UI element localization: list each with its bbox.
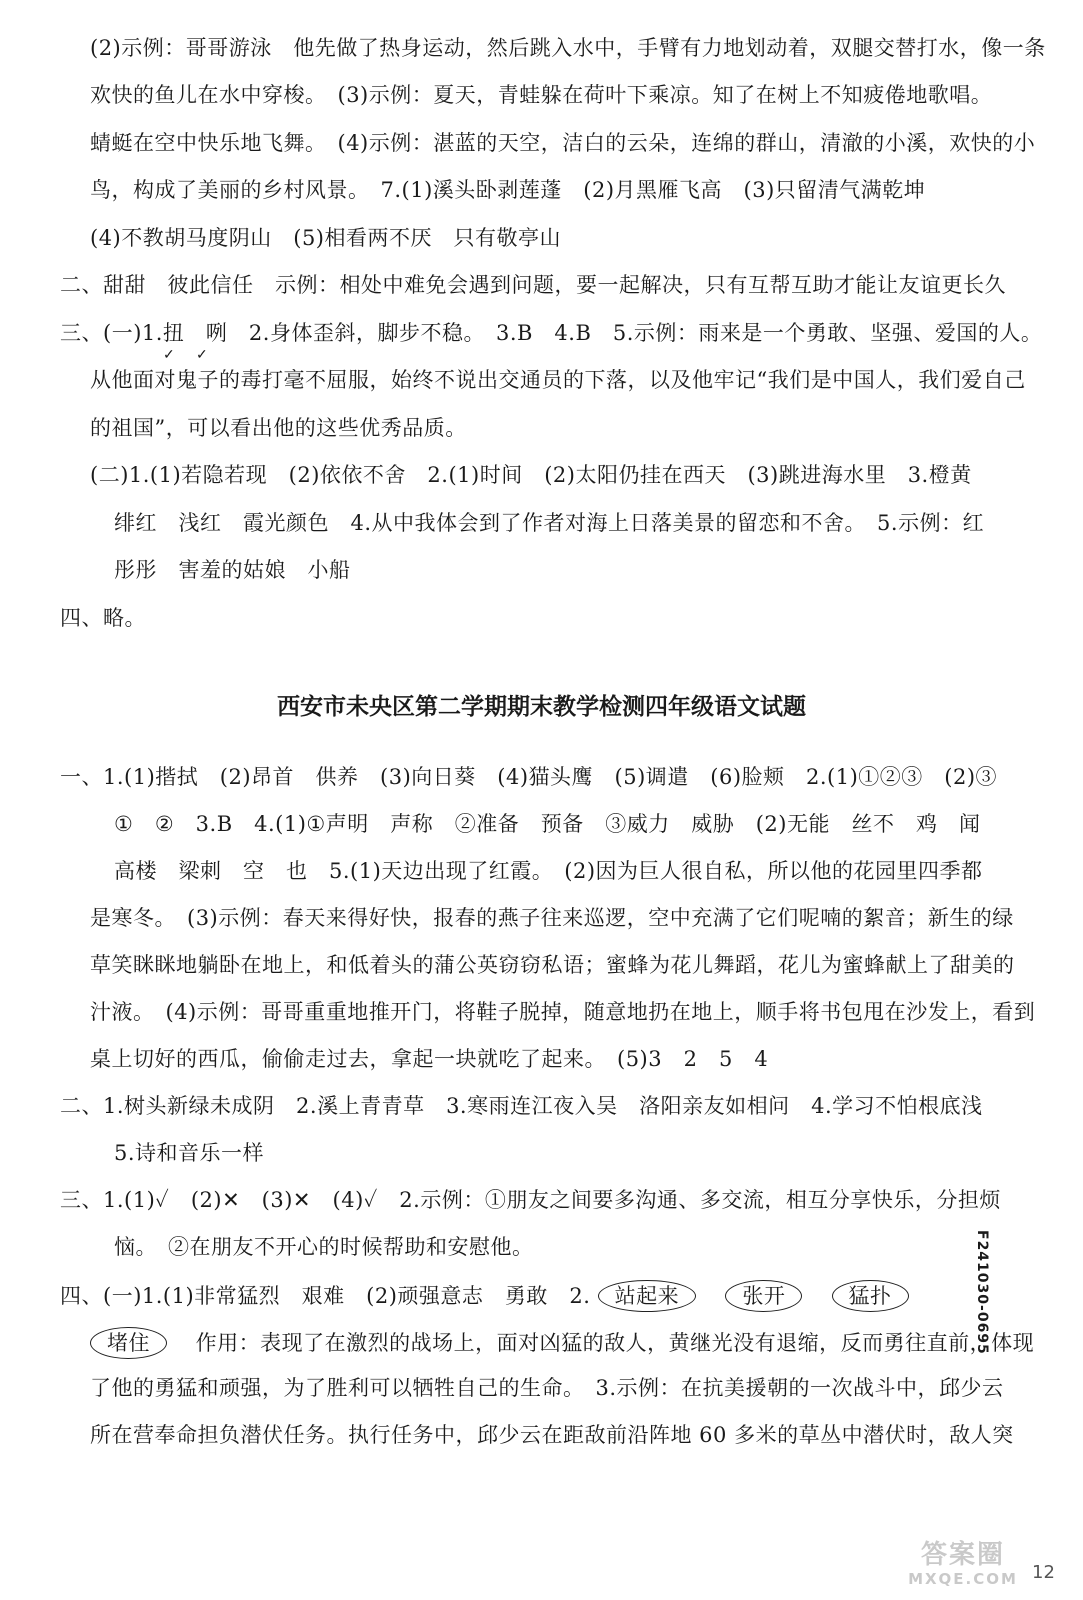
check-mark-icon: ✓ xyxy=(196,347,208,363)
section-title: 西安市未央区第二学期期末教学检测四年级语文试题 xyxy=(277,694,806,720)
page-number: 12 xyxy=(1032,1562,1055,1583)
text-line: 二、1.树头新绿未成阴 2.溪上青青草 3.寒雨连江夜入吴 洛阳亲友如相问 4.学习不怕根底浅 xyxy=(60,1094,983,1118)
text-line: (4)不教胡马度阴山 (5)相看两不厌 只有敬亭山 xyxy=(90,226,561,250)
circled-word: 猛扑 xyxy=(832,1280,909,1312)
text-line: 绯红 浅红 霞光颜色 4.从中我体会到了作者对海上日落美景的留恋和不舍。 5.示例：红 xyxy=(114,511,985,535)
text-line-circled xyxy=(60,1280,909,1312)
text-line: 鸟，构成了美丽的乡村风景。 7.(1)溪头卧剥莲蓬 (2)月黑雁飞高 (3)只留清气满乾坤 xyxy=(90,178,926,202)
text-line: 欢快的鱼儿在水中穿梭。 (3)示例：夏天，青蛙躲在荷叶下乘凉。知了在树上不知疲倦地歌唱。 xyxy=(90,83,993,107)
text-line-circled xyxy=(90,1327,1034,1359)
text-line: 蜻蜓在空中快乐地飞舞。 (4)示例：湛蓝的天空，洁白的云朵，连绵的群山，清澈的小溪，欢快的小 xyxy=(90,131,1036,155)
text-line: 彤彤 害羞的姑娘 小船 xyxy=(114,558,351,582)
circled-word: 堵住 xyxy=(90,1327,167,1359)
text-line: 草笑眯眯地躺卧在地上，和低着头的蒲公英窃窃私语；蜜蜂为花儿舞蹈，花儿为蜜蜂献上了甜美的 xyxy=(90,953,1015,977)
text-line: 的祖国”，可以看出他的这些优秀品质。 xyxy=(90,416,467,440)
watermark-cn: 答案圈 xyxy=(920,1540,1005,1570)
text-line: 三、(一)1.扭 咧 2.身体歪斜，脚步不稳。 3.B 4.B 5.示例：雨来是一个勇敢、坚强、爱国的人。 xyxy=(60,321,1043,345)
text-line: 高楼 梁刺 空 也 5.(1)天边出现了红霞。 (2)因为巨人很自私，所以他的花园里四季都 xyxy=(114,859,983,883)
text-line: (2)示例：哥哥游泳 他先做了热身运动，然后跳入水中，手臂有力地划动着，双腿交替打水，像一条 xyxy=(90,36,1046,60)
circled-word: 张开 xyxy=(725,1280,802,1312)
text-line: ① ② 3.B 4.(1)①声明 声称 ②准备 预备 ③威力 威胁 (2)无能 丝不 鸡 闻 xyxy=(114,812,981,836)
text-line: 了他的勇猛和顽强，为了胜利可以牺牲自己的生命。 3.示例：在抗美援朝的一次战斗中，邱少云 xyxy=(90,1376,1004,1400)
text-line: 一、1.(1)揩拭 (2)昂首 供养 (3)向日葵 (4)猫头鹰 (5)调遣 (6)脸颊 2.(1)①②③ (2)③ xyxy=(60,765,998,789)
watermark-logo xyxy=(888,1540,1038,1588)
text-line: 从他面对鬼子的毒打毫不屈服，始终不说出交通员的下落，以及他牢记“我们是中国人，我们爱自己 xyxy=(90,368,1026,392)
circled-line-suffix: 作用：表现了在激烈的战场上，面对凶猛的敌人，黄继光没有退缩，反而勇往直前，体现 xyxy=(174,1331,1035,1355)
text-line: 三、1.(1)✓ (2)✕ (3)✕ (4)✓ 2.示例：①朋友之间要多沟通、多交流，相互分享快乐，分担烦 xyxy=(60,1188,1001,1212)
text-line: 恼。 ②在朋友不开心的时候帮助和安慰他。 xyxy=(114,1235,534,1259)
text-line: 二、甜甜 彼此信任 示例：相处中难免会遇到问题，要一起解决，只有互帮互助才能让友谊更长久 xyxy=(60,273,1006,297)
text-line: 汁液。 (4)示例：哥哥重重地推开门，将鞋子脱掉，随意地扔在地上，顺手将书包甩在沙发上，看到 xyxy=(90,1000,1036,1024)
watermark-url: MXQE.COM xyxy=(908,1570,1018,1588)
text-line: 5.诗和音乐一样 xyxy=(114,1141,265,1165)
text-line: 四、略。 xyxy=(60,606,146,630)
circled-word: 站起来 xyxy=(598,1280,697,1312)
text-line: 所在营奉命担负潜伏任务。执行任务中，邱少云在距敌前沿阵地 60 多米的草丛中潜伏时，敌人突 xyxy=(90,1423,1014,1447)
text-line: (二)1.(1)若隐若现 (2)依依不舍 2.(1)时间 (2)太阳仍挂在西天 (3)跳进海水里 3.橙黄 xyxy=(90,463,972,487)
side-code: F241030-0695 xyxy=(974,1230,990,1355)
check-mark-icon: ✓ xyxy=(163,347,175,363)
text-line: 是寒冬。 (3)示例：春天来得好快，报春的燕子往来巡逻，空中充满了它们呢喃的絮音；新生的绿 xyxy=(90,906,1014,930)
text-line: 桌上切好的西瓜，偷偷走过去，拿起一块就吃了起来。 (5)3 2 5 4 xyxy=(90,1047,769,1071)
circled-line-prefix: 四、(一)1.(1)非常猛烈 艰难 (2)顽强意志 勇敢 2. xyxy=(60,1284,591,1308)
